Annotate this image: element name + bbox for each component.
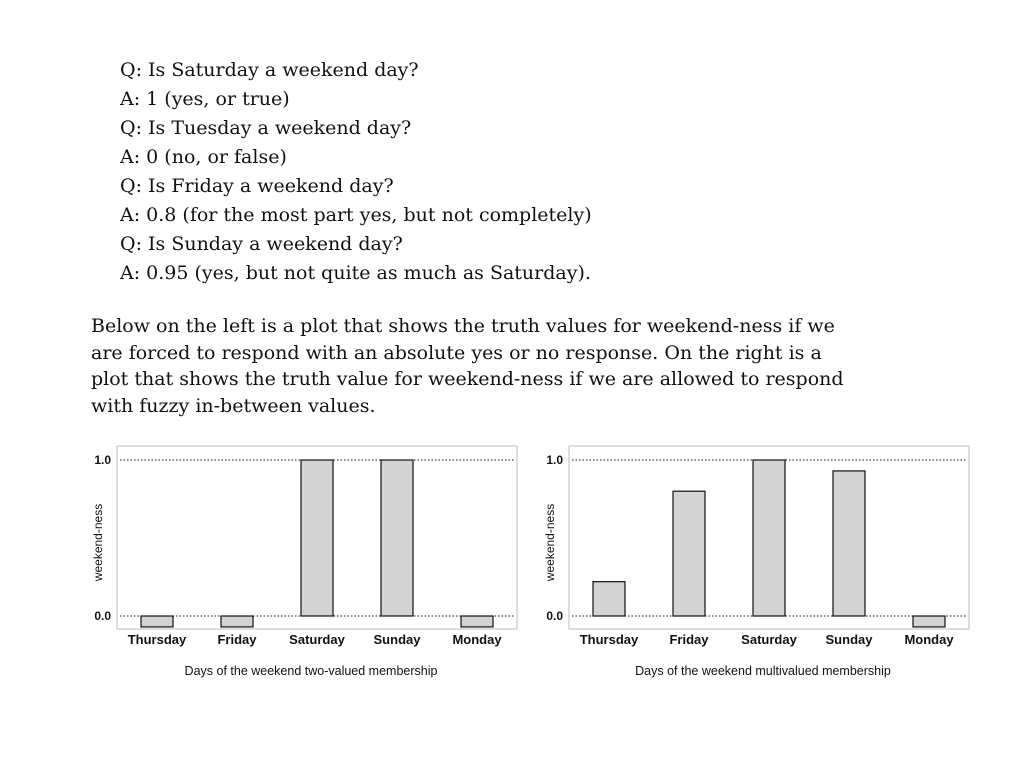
- x-axis-label: Days of the weekend multivalued membership: [635, 664, 891, 678]
- paragraph-line: are forced to respond with an absolute yes or no response. On the right is a: [91, 341, 822, 364]
- answer-sunday: A: 0.95 (yes, but not quite as much as Saturday).: [120, 262, 591, 284]
- question-friday: Q: Is Friday a weekend day?: [120, 175, 394, 197]
- bar-saturday: [301, 460, 333, 616]
- y-tick-label: 1.0: [94, 453, 111, 467]
- bar-friday: [673, 491, 705, 616]
- y-tick-label: 0.0: [94, 609, 111, 623]
- question-saturday: Q: Is Saturday a weekend day?: [120, 59, 419, 81]
- answer-saturday: A: 1 (yes, or true): [120, 88, 290, 110]
- paragraph-line: plot that shows the truth value for weekend-ness if we are allowed to respond: [91, 368, 844, 390]
- answer-tuesday: A: 0 (no, or false): [120, 146, 287, 168]
- x-tick-label: Saturday: [289, 632, 345, 647]
- answer-friday: A: 0.8 (for the most part yes, but not completely): [120, 204, 592, 226]
- x-tick-label: Thursday: [127, 632, 187, 647]
- y-tick-label: 0.0: [546, 609, 563, 623]
- bar-thursday: [593, 582, 625, 616]
- y-axis-label: weekend-ness: [91, 503, 105, 582]
- bar-saturday: [753, 460, 785, 616]
- bar-monday: [461, 616, 493, 627]
- x-tick-label: Friday: [669, 632, 709, 647]
- question-tuesday: Q: Is Tuesday a weekend day?: [120, 117, 412, 139]
- bar-sunday: [381, 460, 413, 616]
- x-tick-label: Monday: [452, 632, 502, 647]
- question-sunday: Q: Is Sunday a weekend day?: [120, 233, 403, 255]
- paragraph-line: with fuzzy in-between values.: [91, 394, 376, 417]
- multivalued-chart: [532, 440, 972, 690]
- two-valued-chart: [80, 440, 520, 690]
- y-tick-label: 1.0: [546, 453, 563, 467]
- x-tick-label: Thursday: [579, 632, 639, 647]
- bar-sunday: [833, 471, 865, 616]
- x-tick-label: Friday: [217, 632, 257, 647]
- x-tick-label: Saturday: [741, 632, 797, 647]
- bar-friday: [221, 616, 253, 627]
- paragraph-line: Below on the left is a plot that shows the truth values for weekend-ness if we: [91, 315, 835, 337]
- bar-thursday: [141, 616, 173, 627]
- x-tick-label: Sunday: [825, 632, 873, 647]
- x-axis-label: Days of the weekend two-valued membership: [184, 664, 438, 678]
- bar-monday: [913, 616, 945, 627]
- y-axis-label: weekend-ness: [543, 503, 557, 582]
- x-tick-label: Sunday: [373, 632, 421, 647]
- qa-block: [120, 56, 592, 288]
- explanation-paragraph: [91, 313, 911, 419]
- x-tick-label: Monday: [904, 632, 954, 647]
